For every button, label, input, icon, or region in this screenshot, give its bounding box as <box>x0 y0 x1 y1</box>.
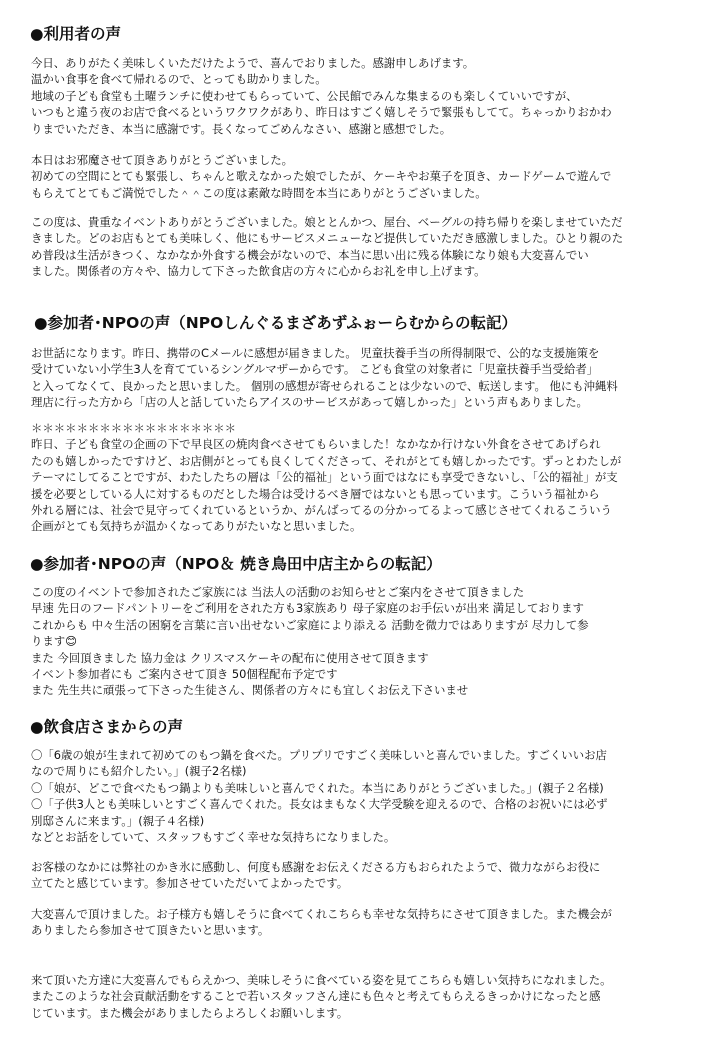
paragraph <box>31 972 711 1021</box>
text-line: 外れる層には、社会で見守ってくれているというか、がんばってるの分かってるよって感じさせてくれるこういう <box>31 502 612 517</box>
text-line: 初めての空間にとても緊張し、ちゃんと歌えなかった娘でしたが、ケーキやお菓子を頂き、カードゲームで遊んで <box>31 169 612 184</box>
text-line: 企画がとても気持ちが温かくなってありがたいなと思いました。 <box>31 519 362 534</box>
text-line: また 今回頂きました 協力金は クリスマスケーキの配布に使用させて頂きます <box>31 650 429 665</box>
text-line: いつもと違う夜のお店で食べるというワクワクがあり、昨日はすごく嬉しそうで緊張もしてて。ちゃっかりおかわ <box>31 105 612 120</box>
text-line: イベント参加者にも ご案内させて頂き 50個程配布予定です <box>31 666 338 681</box>
text-line: 今日、ありがたく美味しくいただけたようで、喜んでおりました。感謝申しあげます。 <box>31 56 475 70</box>
text-line: なので周りにも紹介したい。」(親子2名様) <box>31 764 247 779</box>
text-line: 〇「6歳の娘が生まれて初めてのもつ鍋を食べた。プリプリですごく美味しいと喜んでいました。すごくいいお店 <box>31 748 607 762</box>
text-line: と入ってなくて、良かったと思いました。 個別の感想が寄せられることは少ないので、転送します。 他にも沖縄料 <box>31 378 618 393</box>
paragraph <box>31 420 711 535</box>
text-line: たのも嬉しかったですけど、お店側がとっても良くしてくださって、それがとても嬉しかったです。ずっとわたしが <box>31 453 622 468</box>
text-line: 〇「子供3人とも美味しいとすごく喜んでくれた。長女はまもなく大学受験を迎えるので、合格のお祝いには必ず <box>31 797 608 812</box>
text-line: 立てたと感じています。参加させていただいてよかったです。 <box>31 876 349 891</box>
paragraph <box>31 859 711 892</box>
text-line: 援を必要としている人に対するものだとした場合は受けるべき層ではないとも思っています。こういう福祉から <box>31 486 600 501</box>
text-line: 来て頂いた方達に大変喜んでもらえかつ、美味しそうに食べている姿を見てこちらも嬉しい気持ちになれました。 <box>31 973 612 987</box>
paragraph <box>31 906 711 939</box>
text-line: ました。関係者の方々や、協力して下さった飲食店の方々に心からお礼を申し上げます。 <box>31 264 486 279</box>
text-line: きました。どのお店もとても美味しく、他にもサービスメニューなど提供していただき感激しました。ひとり親のた <box>31 231 624 246</box>
paragraph <box>31 152 711 201</box>
section-heading-users: ●利用者の声 <box>30 25 122 43</box>
paragraph <box>31 55 711 137</box>
text-line: この度のイベントで参加されたご家族には 当法人の活動のお知らせとご案内をさせて頂きました <box>31 585 525 599</box>
text-line: 本日はお邪魔させて頂きありがとうございました。 <box>31 153 293 167</box>
text-line: 理店に行った方から「店の人と話していたらアイスのサービスがあって嬉しかった」という声もありました。 <box>31 395 588 410</box>
text-line: お世話になります。昨日、携帯のCメールに感想が届きました。 児童扶養手当の所得制限で、公的な支援施策を <box>31 346 600 360</box>
text-line: ＊＊＊＊＊＊＊＊＊＊＊＊＊＊＊＊＊＊ <box>31 421 237 435</box>
text-line: 昨日、子ども食堂の企画の下で早良区の焼肉食べさせてもらいました！なかなか行けない外食をさせてあげられ <box>31 437 601 452</box>
paragraph <box>31 584 711 699</box>
text-line: もらえてとてもご満悦でした＾＾この度は素敵な時間を本当にありがとうございました。 <box>31 185 487 200</box>
text-line: 受けていない小学生3人を育てているシングルマザーからです。 こども食堂の対象者に「児童扶養手当受給者」 <box>31 362 599 377</box>
text-line: ります😊 <box>31 634 78 649</box>
text-line: りまでいただき、本当に感謝です。長くなってごめんなさい、感謝と感想でした。 <box>31 121 452 136</box>
text-line: じています。また機会がありましたらよろしくお願いします。 <box>31 1005 349 1020</box>
paragraph <box>31 345 711 411</box>
text-line: などとお話をしていて、スタッフもすごく幸せな気持ちになりました。 <box>31 829 396 844</box>
paragraph <box>31 747 711 845</box>
text-line: これからも 中々生活の困窮を言葉に言い出せないご家庭により添える 活動を微力ではありますが 尽力して参 <box>31 617 589 632</box>
section-heading-restaurants: ●飲食店さまからの声 <box>30 718 184 736</box>
section-heading-npo-yakitori: ●参加者･NPOの声（NPO＆ 焼き鳥田中店主からの転記） <box>30 555 442 573</box>
text-line: 別邸さんに来ます。」(親子４名様) <box>31 813 205 828</box>
text-line: 早速 先日のフードパントリーをご利用をされた方も3家族あり 母子家庭のお手伝いが出来 満足しております <box>31 601 584 616</box>
text-line: テーマにしてることですが、わたしたちの層は「公的福祉」という面ではなにも享受できないし、「公的福祉」が支 <box>31 470 618 485</box>
paragraph <box>31 214 711 280</box>
text-line: 〇「娘が、どこで食べたもつ鍋よりも美味しいと喜んでくれた。本当にありがとうございました。」(親子２名様) <box>31 780 604 795</box>
text-line: 地域の子ども食堂も土曜ランチに使わせてもらっていて、公民館でみんな集まるのも楽しくていいですが、 <box>31 88 578 103</box>
text-line: また 先生共に頑張って下さった生徒さん、関係者の方々にも宜しくお伝え下さいませ <box>31 683 469 698</box>
text-line: 大変喜んで頂けました。お子様方も嬉しそうに食べてくれこちらも幸せな気持ちにさせて頂きました。また機会が <box>31 907 612 921</box>
text-line: 温かい食事を食べて帰れるので、とっても助かりました。 <box>31 72 327 87</box>
text-line: め普段は生活がきつく、なかなか外食する機会がないので、本当に思い出に残る体験になり娘も大変喜んでい <box>31 247 589 262</box>
text-line: ありましたら参加させて頂きたいと思います。 <box>31 923 270 938</box>
text-line: またこのような社会貢献活動をすることで若いスタッフさん達にも色々と考えてもらえるきっかけになったと感 <box>31 989 601 1004</box>
text-line: お客様のなかには弊社のかき氷に感動し、何度も感謝をお伝えくださる方もおられたようで、微力ながらお役に <box>31 860 601 874</box>
section-heading-npo-forum: ●参加者･NPOの声（NPOしんぐるまざあずふぉーらむからの転記） <box>34 314 518 332</box>
text-line: この度は、貴重なイベントありがとうございました。娘ととんかつ、屋台、ベーグルの持ち帰りを楽しませていただ <box>31 215 623 229</box>
